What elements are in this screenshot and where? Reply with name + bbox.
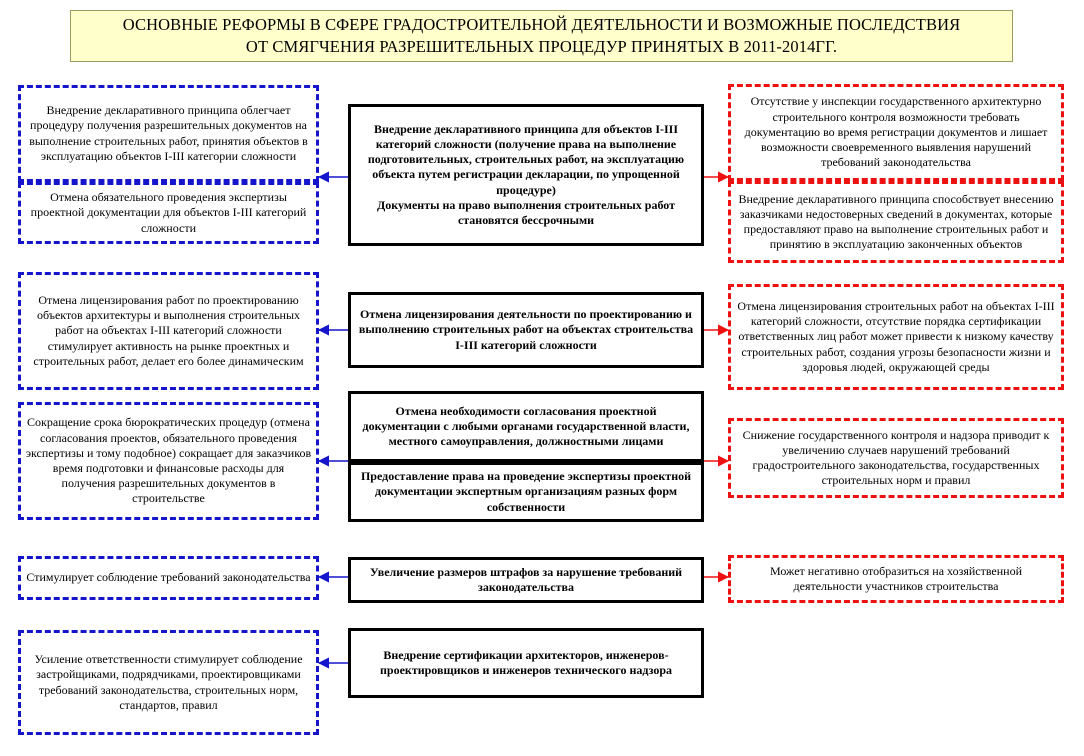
reform-text: Отмена лицензирования деятельности по проектированию и выполнению строительных работ на объектах строительства I-III категорий сложности <box>358 307 694 352</box>
positive-effect-text: Отмена обязательного проведения экспертизы проектной документации для объектов I-III категорий сложности <box>30 190 307 235</box>
positive-effect-box <box>18 182 319 244</box>
reform-text: Внедрение декларативного принципа для объектов I-III категорий сложности (получение права на выполнение подготовительных, строительных работ, на эксплуатацию объекта путем регистрации декларации, по упрощенной процедуре) Документы на право выполнения строительных работ становятся бессрочными <box>367 121 685 227</box>
negative-effect-box <box>728 284 1064 390</box>
negative-effect-text: Внедрение декларативного принципа способствует внесению заказчиками недостоверных сведений в документах, которые предоставляют право на выполнение строительных работ и принятию в эксплуатацию законченных объектов <box>738 191 1054 252</box>
negative-effect-box <box>728 418 1064 498</box>
positive-effect-box <box>18 402 319 520</box>
negative-effect-text: Снижение государственного контроля и надзора приводит к увеличению случаев нарушений требований градостроительного законодательства, государственных строительных норм и правил <box>742 427 1050 488</box>
reform-text: Внедрение сертификации архитекторов, инженеров-проектировщиков и инженеров технического надзора <box>379 647 673 677</box>
reform-box <box>348 391 704 462</box>
positive-effect-box <box>18 85 319 182</box>
positive-effect-box <box>18 556 319 600</box>
reform-box <box>348 557 704 603</box>
title-line-1: ОСНОВНЫЕ РЕФОРМЫ В СФЕРЕ ГРАДОСТРОИТЕЛЬНОЙ ДЕЯТЕЛЬНОСТИ И ВОЗМОЖНЫЕ ПОСЛЕДСТВИЯ <box>122 15 961 34</box>
positive-effect-box <box>18 630 319 735</box>
positive-effect-text: Отмена лицензирования работ по проектированию объектов архитектуры и выполнения строительных работ на объектах I-III категорий сложности стимулирует активность на рынке проектных и строительных работ, делает его более динамическим <box>33 292 304 368</box>
positive-effect-text: Усиление ответственности стимулирует соблюдение застройщиками, подрядчиками, проектировщиками требований законодательства, строительных норм, стандартов, правил <box>34 652 303 712</box>
positive-effect-text: Внедрение декларативного принципа облегчает процедуру получения разрешительных документов на выполнение строительных работ, принятия объектов в эксплуатацию объектов I-III категории сложности <box>29 103 308 163</box>
reform-box <box>348 104 704 246</box>
reform-text: Увеличение размеров штрафов за нарушение требований законодательства <box>369 564 683 594</box>
negative-effect-box <box>728 555 1064 603</box>
negative-effect-text: Отмена лицензирования строительных работ на объектах I-III категорий сложности, отсутствие порядка сертификации ответственных лиц работ может привести к низкому качеству строительных работ, создания угрозы безопасности жизни и здоровья людей, окружающей среды <box>737 298 1055 374</box>
reform-box <box>348 462 704 522</box>
title-line-2: ОТ СМЯГЧЕНИЯ РАЗРЕШИТЕЛЬНЫХ ПРОЦЕДУР ПРИНЯТЫХ В 2011-2014ГГ. <box>245 37 838 56</box>
negative-effect-box <box>728 84 1064 181</box>
positive-effect-text: Стимулирует соблюдение требований законодательства <box>26 570 311 585</box>
reform-box <box>348 292 704 368</box>
negative-effect-text: Отсутствие у инспекции государственного архитектурно строительного контроля возможности требовать документацию во время регистрации документов и лишает возможности своевременного выявления нарушений требований законодательства <box>744 94 1048 170</box>
negative-effect-box <box>728 181 1064 263</box>
reform-box <box>348 628 704 698</box>
negative-effect-text: Может негативно отобразиться на хозяйственной деятельности участников строительства <box>769 563 1023 593</box>
positive-effect-text: Сокращение срока бюрократических процедур (отмена согласования проектов, обязательного проведения экспертизы и тому подобное) сокращает для заказчиков время подготовки и финансовые расходы для получения разрешительных документов в строительстве <box>25 415 312 506</box>
positive-effect-box <box>18 272 319 390</box>
reform-text: Предоставление права на проведение экспертизы проектной документации экспертным организациям разных форм собственности <box>360 469 692 514</box>
reform-text: Отмена необходимости согласования проектной документации с любыми органами государственной власти, местного самоуправления, должностными лицами <box>362 403 690 449</box>
